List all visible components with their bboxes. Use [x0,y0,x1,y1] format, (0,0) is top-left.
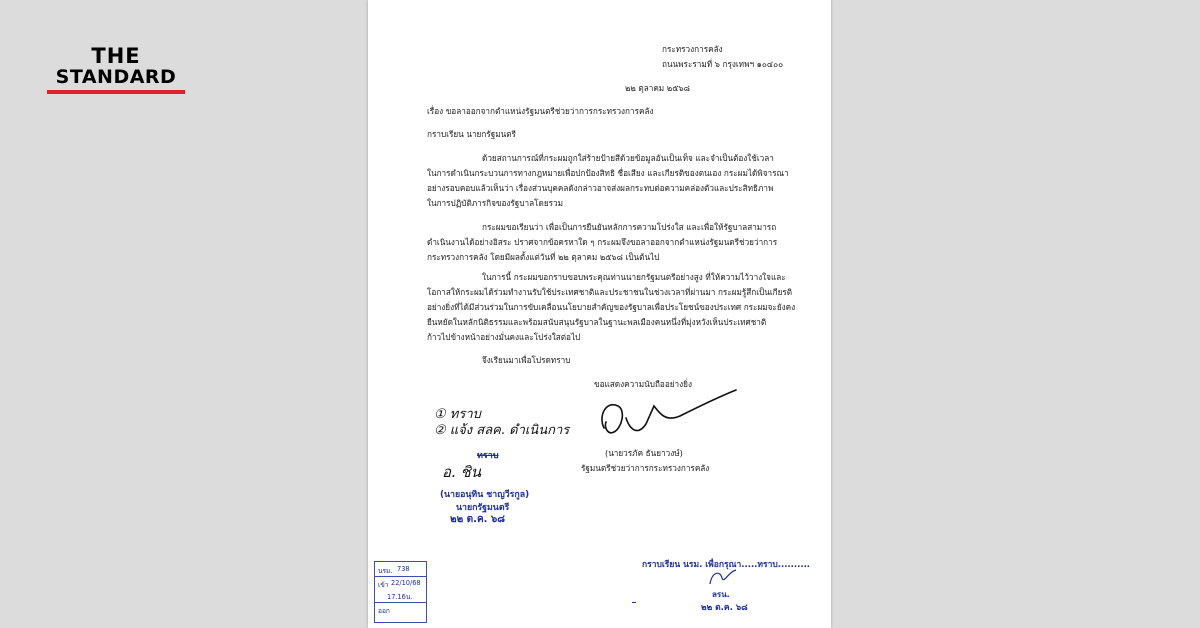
pm-signature: อ. ชิน [442,463,481,481]
stamp-receipt-no: 738 [397,565,410,573]
stamp-date-value: 22/10/68 [391,579,421,587]
para1-line: ในการดำเนินกระบวนการทางกฎหมายเพื่อปกป้องสิทธิ ชื่อเสียง และเกียรติของตนเอง กระผมได้พิจารณา [427,168,789,178]
letter-date: ๒๒ ตุลาคม ๒๕๖๘ [625,83,690,93]
regards-line: ขอแสดงความนับถืออย่างยิ่ง [594,379,692,389]
bottom-note: กราบเรียน นรม. เพื่อกรุณา.....ทราบ.......... [642,560,811,570]
letter-subject: เรื่อง ขอลาออกจากตำแหน่งรัฐมนตรีช่วยว่าการกระทรวงการคลัง [427,106,654,116]
para3-line: ในการนี้ กระผมขอกราบขอบพระคุณท่านนายกรัฐมนตรีอย่างสูง ที่ให้ความไว้วางใจและ [482,272,786,282]
stamp-date-label: เข้า [378,581,389,589]
the-standard-logo [47,46,185,94]
letter-salutation: กราบเรียน นายกรัฐมนตรี [427,129,516,139]
para3-line: ก้าวไปข้างหน้าอย่างมั่นคงและโปร่งใสต่อไป [427,332,581,342]
bottom-sign: ลรน. [712,590,730,599]
para2-line: กระผมขอเรียนว่า เพื่อเป็นการยืนยันหลักการความโปร่งใส และเพื่อให้รัฐบาลสามารถ [482,222,777,232]
handwritten-note-1: ① ทราบ [434,407,481,422]
pm-acknowledged: ทราบ [477,451,499,461]
handwritten-note-2: ② แจ้ง สลค. ดำเนินการ [434,423,570,438]
para2-line: ดำเนินงานได้อย่างอิสระ ปราศจากข้อครหาใด ๆ กระผมจึงขอลาออกจากตำแหน่งรัฐมนตรีช่วยว่าการ [427,237,778,247]
para2-line: กระทรวงการคลัง โดยมีผลตั้งแต่วันที่ ๒๒ ตุลาคม ๒๕๖๘ เป็นต้นไป [427,252,660,262]
pm-name: (นายอนุทิน ชาญวีรกูล) [440,490,530,500]
stamp-divider [375,576,426,577]
stamp-divider [375,602,426,603]
closing-line: จึงเรียนมาเพื่อโปรดทราบ [482,355,571,365]
para1-line: ด้วยสถานการณ์ที่กระผมถูกใส่ร้ายป้ายสีด้วยข้อมูลอันเป็นเท็จ และจำเป็นต้องใช้เวลา [482,153,774,163]
letter-document [368,0,831,628]
pm-date: ๒๒ ต.ค. ๖๘ [450,514,505,525]
address-line-2: ถนนพระรามที่ ๖ กรุงเทพฯ ๑๐๔๐๐ [662,59,784,69]
bottom-date: ๒๒ ต.ค. ๖๘ [701,603,748,613]
para1-line: อย่างรอบคอบแล้วเห็นว่า เรื่องส่วนบุคคลดังกล่าวอาจส่งผลกระทบต่อความคล่องตัวและประสิทธิภาพ [427,183,774,193]
signer-name: (นายวรภัค ธันยาวงษ์) [605,448,683,458]
logo-accent-bar [47,90,185,94]
bottom-dash [632,602,636,603]
stamp-out-label: ออก [378,607,390,615]
stamp-time-value: 17.16น. [387,593,413,601]
para3-line: ยืนหยัดในหลักนิติธรรมและพร้อมสนับสนุนรัฐบาลในฐานะพลเมืองคนหนึ่งที่มุ่งหวังเห็นประเทศชาติ [427,317,767,327]
pm-title: นายกรัฐมนตรี [456,503,510,513]
para3-line: อย่างยิ่งที่ได้มีส่วนร่วมในการขับเคลื่อนนโยบายสำคัญของรัฐบาลเพื่อประโยชน์ของประเทศ กระผมจะยังคง [427,302,796,312]
para1-line: ในการปฏิบัติภารกิจของรัฐบาลโดยรวม [427,198,564,208]
para3-line: โอกาสให้กระผมได้ร่วมทำงานรับใช้ประเทศชาติและประชาชนในช่วงเวลาที่ผ่านมา กระผมรู้สึกเป็นเกียรติ [427,287,793,297]
receipt-stamp [374,561,427,623]
stamp-receipt-label: นรม. [378,567,393,575]
logo-line-2: STANDARD [55,66,177,88]
signer-title: รัฐมนตรีช่วยว่าการกระทรวงการคลัง [581,463,710,473]
logo-line-1: THE [91,44,141,68]
signature-scribble [596,388,746,444]
address-line-1: กระทรวงการคลัง [662,44,723,54]
initials-scribble [706,566,740,588]
